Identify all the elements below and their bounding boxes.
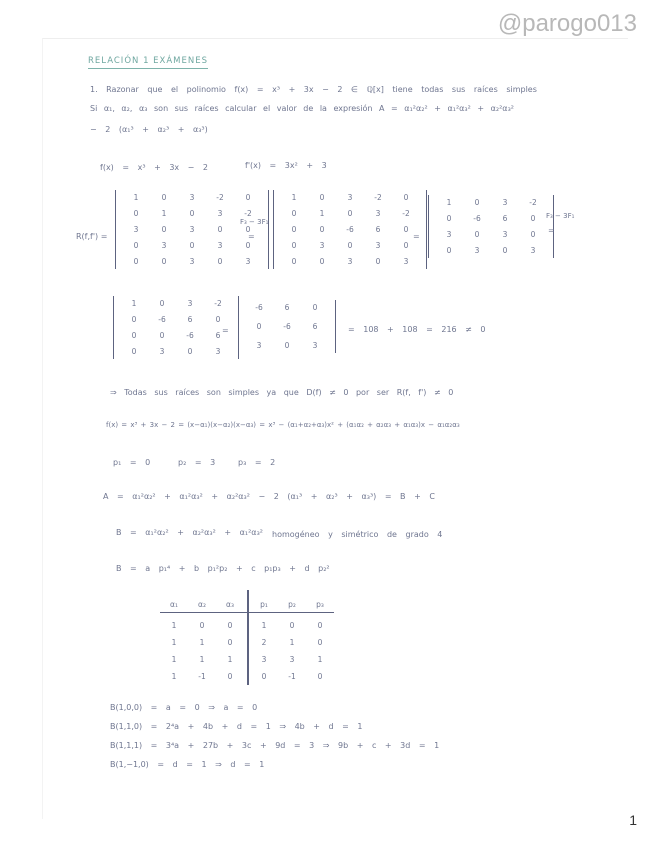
matrix-entry: 3 (312, 341, 318, 350)
matrix-entry: 3 (189, 225, 195, 234)
matrix-entry: 0 (530, 214, 536, 223)
matrix-entry: -6 (473, 214, 481, 223)
watermark: @parogo013 (497, 10, 637, 37)
matrix-entry: 0 (215, 315, 221, 324)
table-cell: 0 (317, 638, 323, 647)
table-cell: 1 (317, 655, 323, 664)
table-header: α₁ (160, 600, 188, 613)
matrix-entry: 1 (133, 193, 139, 202)
matrix-entry: 3 (189, 193, 195, 202)
table-cell: 0 (227, 621, 233, 630)
matrix-entry: 0 (245, 225, 251, 234)
table-header: p₃ (306, 600, 334, 613)
equation: B(1,−1,0) = d = 1 ⇒ d = 1 (110, 760, 265, 769)
3x3-matrix (238, 300, 336, 353)
matrix-entry: 0 (319, 257, 325, 266)
matrix-entry: 0 (133, 209, 139, 218)
equals-sign: = (548, 226, 555, 235)
matrix-entry: 0 (403, 241, 409, 250)
matrix-entry: -6 (186, 331, 194, 340)
matrix-entry: -2 (374, 193, 382, 202)
matrix-entry: 3 (133, 225, 139, 234)
matrix-entry: 0 (291, 257, 297, 266)
table-cell: 0 (261, 672, 267, 681)
matrix-entry: 3 (319, 241, 325, 250)
matrix-entry: 3 (474, 246, 480, 255)
table-cell: 1 (199, 655, 205, 664)
matrix-entry: 0 (159, 299, 165, 308)
matrix-entry: 0 (446, 246, 452, 255)
table-cell: 1 (171, 621, 177, 630)
table-cell: -1 (198, 672, 206, 681)
matrix-entry: 3 (187, 299, 193, 308)
matrix-entry: 0 (319, 225, 325, 234)
page-title: RELACIÓN 1 EXÁMENES (88, 56, 208, 69)
table-cell: 1 (261, 621, 267, 630)
matrix-entry: 0 (159, 331, 165, 340)
matrix-entry: 3 (217, 241, 223, 250)
matrix-entry: 3 (403, 257, 409, 266)
matrix-entry: 0 (474, 198, 480, 207)
matrix-entry: 0 (347, 209, 353, 218)
table-cell: 1 (171, 638, 177, 647)
matrix-entry: 0 (131, 331, 137, 340)
matrix-entry: 0 (161, 257, 167, 266)
matrix-entry: 3 (245, 257, 251, 266)
matrix-entry: 0 (187, 347, 193, 356)
matrix-entry: 0 (502, 246, 508, 255)
row-operation: F₃ − 3F₁ (546, 212, 575, 220)
matrix-entry: 3 (256, 341, 262, 350)
matrix-entry: 1 (319, 209, 325, 218)
table-cell: 0 (227, 672, 233, 681)
equals-sign: = (248, 232, 255, 241)
table-cell: 2 (261, 638, 267, 647)
matrix-entry: 3 (347, 257, 353, 266)
matrix-entry: 0 (474, 230, 480, 239)
equation: B(1,0,0) = a = 0 ⇒ a = 0 (110, 703, 258, 712)
p1-value: p₁ = 0 (113, 458, 151, 467)
reduced-matrix (273, 190, 427, 269)
matrix-entry: 6 (375, 225, 381, 234)
matrix-entry: -2 (216, 193, 224, 202)
matrix-entry: 3 (502, 230, 508, 239)
table-cell: 1 (289, 638, 295, 647)
matrix-entry: 0 (189, 209, 195, 218)
table-cell: 0 (289, 621, 295, 630)
minor-matrix (428, 195, 554, 258)
table-cell: 1 (199, 638, 205, 647)
row-operation: F₃ − 3F₁ (240, 218, 269, 226)
matrix-entry: 0 (375, 257, 381, 266)
table-cell: 3 (289, 655, 295, 664)
matrix-entry: 3 (189, 257, 195, 266)
statement-line: 1. Razonar que el polinomio f(x) = x³ + 3x − 2 ∈ ℚ[x] tiene todas sus raíces simples (90, 85, 537, 94)
matrix-entry: 0 (161, 225, 167, 234)
resultant-label: R(f,f') = (76, 232, 108, 241)
table-cell: 0 (317, 621, 323, 630)
matrix-entry: 3 (159, 347, 165, 356)
table-header: α₂ (188, 600, 216, 613)
matrix-entry: 3 (217, 209, 223, 218)
page-number: 1 (629, 812, 637, 828)
matrix-entry: 0 (291, 241, 297, 250)
matrix-entry: -6 (283, 322, 291, 331)
matrix-entry: 0 (133, 257, 139, 266)
matrix-entry: 0 (245, 193, 251, 202)
table-cell: 1 (227, 655, 233, 664)
equation: B(1,1,0) = 2⁴a + 4b + d = 1 ⇒ 4b + d = 1 (110, 722, 363, 731)
matrix-entry: -6 (158, 315, 166, 324)
matrix-entry: 0 (446, 214, 452, 223)
equation: B(1,1,1) = 3⁴a + 27b + 3c + 9d = 3 ⇒ 9b + c + 3d = 1 (110, 741, 440, 750)
matrix-entry: -6 (255, 303, 263, 312)
matrix-entry: 3 (502, 198, 508, 207)
matrix-entry: 3 (161, 241, 167, 250)
B-note: homogéneo y simétrico de grado 4 (272, 530, 443, 539)
table-header: p₁ (250, 600, 278, 613)
factorization: f(x) = x³ + 3x − 2 = (x−α₁)(x−α₂)(x−α₃) = x³ − (α₁+α₂+α₃)x² + (α₁α₂ + α₂α₃ + α₁α₃)x − α₁α₂α₃ (106, 421, 460, 429)
matrix-entry: 1 (161, 209, 167, 218)
table-header: α₃ (216, 600, 244, 613)
matrix-entry: 0 (161, 193, 167, 202)
sylvester-matrix (115, 190, 269, 269)
statement-line: Si α₁, α₂, α₃ son sus raíces calcular el valor de la expresión A = α₁²α₂² + α₁²α₃² + α₂²α₃² (90, 104, 514, 113)
matrix-entry: 6 (312, 322, 318, 331)
p2-value: p₂ = 3 (178, 458, 216, 467)
evaluation-table (160, 600, 334, 681)
matrix-entry: 1 (131, 299, 137, 308)
matrix-entry: 0 (530, 230, 536, 239)
matrix-entry: 3 (375, 241, 381, 250)
matrix-entry: 6 (502, 214, 508, 223)
table-cell: 0 (317, 672, 323, 681)
table-cell: 1 (171, 655, 177, 664)
equals-sign: = (222, 326, 229, 335)
matrix-entry: 0 (217, 225, 223, 234)
matrix-entry: 0 (347, 241, 353, 250)
matrix-entry: 0 (131, 347, 137, 356)
matrix-entry: 0 (133, 241, 139, 250)
matrix-entry: -2 (402, 209, 410, 218)
f-definition: f(x) = x³ + 3x − 2 (100, 163, 209, 172)
statement-line: − 2 (α₁³ + α₂³ + α₃³) (90, 125, 208, 134)
matrix-entry: 3 (530, 246, 536, 255)
matrix-entry: 1 (291, 193, 297, 202)
matrix-entry: 3 (375, 209, 381, 218)
fprime-definition: f'(x) = 3x² + 3 (245, 161, 327, 170)
matrix-entry: 0 (256, 322, 262, 331)
matrix-entry: 0 (403, 193, 409, 202)
equals-sign: = (413, 232, 420, 241)
matrix-entry: -6 (346, 225, 354, 234)
matrix-entry: 6 (187, 315, 193, 324)
matrix-entry: 1 (446, 198, 452, 207)
determinant-result: = 108 + 108 = 216 ≠ 0 (348, 325, 486, 334)
table-header: p₂ (278, 600, 306, 613)
matrix-entry: -2 (244, 209, 252, 218)
matrix-entry: 0 (131, 315, 137, 324)
matrix-entry: 0 (403, 225, 409, 234)
matrix-entry: 0 (245, 241, 251, 250)
matrix-entry: 6 (284, 303, 290, 312)
B-form: B = a p₁⁴ + b p₁²p₂ + c p₁p₃ + d p₂² (116, 564, 330, 573)
conclusion: ⇒ Todas sus raíces son simples ya que D(f) ≠ 0 por ser R(f, f') ≠ 0 (110, 388, 454, 397)
matrix-entry: 3 (347, 193, 353, 202)
table-cell: 0 (227, 638, 233, 647)
matrix-entry: 0 (217, 257, 223, 266)
matrix-entry: -2 (214, 299, 222, 308)
table-cell: 0 (199, 621, 205, 630)
matrix-entry: 6 (215, 331, 221, 340)
B-expression: B = α₁²α₂² + α₂²α₃² + α₁²α₃² (116, 528, 263, 537)
matrix-entry: 0 (312, 303, 318, 312)
matrix-entry: 0 (291, 225, 297, 234)
matrix-entry: 3 (446, 230, 452, 239)
matrix-entry: 0 (319, 193, 325, 202)
matrix-entry: 0 (189, 241, 195, 250)
A-expression: A = α₁²α₂² + α₁²α₃² + α₂²α₃² − 2 (α₁³ + α₂³ + α₃³) = B + C (103, 492, 435, 501)
matrix-entry: 3 (215, 347, 221, 356)
table-cell: 3 (261, 655, 267, 664)
matrix-entry: -2 (529, 198, 537, 207)
table-cell: 1 (171, 672, 177, 681)
table-cell: -1 (288, 672, 296, 681)
p3-value: p₃ = 2 (238, 458, 276, 467)
matrix-entry: 0 (284, 341, 290, 350)
matrix-entry: 0 (291, 209, 297, 218)
reduced-minor-matrix (113, 296, 239, 359)
